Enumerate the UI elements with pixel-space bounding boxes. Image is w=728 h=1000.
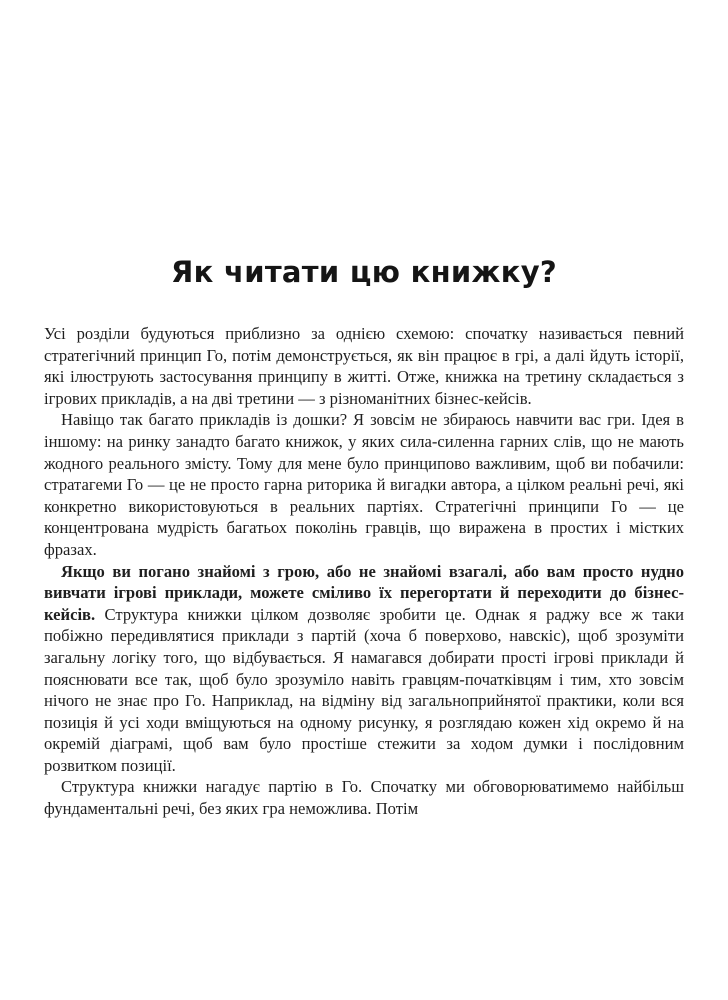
- paragraph-2-text: Навіщо так багато прикладів із дошки? Я зовсім не збираюсь навчити вас гри. Ідея в іншому: на ринку занадто багато книжок, у яких сила-силенна гарних слів, що не мають жодного реального змісту. Тому для мене було принципово важливим, щоб ви побачили: стратагеми Го — це не просто гарна риторика й вигадки автора, а цілком реальні речі, які конкретно використовуються в реальних партіях. Стратегічні принципи Го — це концентрована мудрість багатьох поколінь гравців, що виражена в простих і містких фразах.: [44, 410, 684, 559]
- paragraph-3-bold-text: Якщо ви погано знайомі з грою, або не знайомі взагалі, або вам просто нудно вивчати ігрові приклади, можете сміливо їх перегортати й переходити до бізнес-кейсів.: [44, 561, 684, 624]
- chapter-title: Як читати цю книжку?: [170, 255, 558, 289]
- paragraph-1-text: Усі розділи будуються приблизно за однією схемою: спочатку називається певний стратегічний принцип Го, потім демонструється, як він працює в грі, а далі йдуть історії, які ілюструють застосування принципу в житті. Отже, книжка на третину складається з ігрових прикладів, а на дві третини — з різноманітних бізнес-кейсів.: [44, 324, 684, 408]
- paragraph-4-text: Структура книжки нагадує партію в Го. Спочатку ми обговорюватимемо найбільш фундаментальні речі, без яких гра неможлива. Потім: [44, 777, 684, 819]
- body-text: [44, 323, 684, 820]
- paragraph-3: [44, 561, 684, 777]
- paragraph-3-text: Структура книжки цілком дозволяє зробити це. Однак я раджу все ж таки побіжно передивлятися приклади з партій (хоча б поверхово, навскіс), щоб зрозуміти загальну логіку того, що відбувається. Я намагався добирати прості ігрові приклади й пояснювати все так, щоб було зрозуміло навіть гравцям-початківцям і тим, хто зовсім нічого не знає про Го. Наприклад, на відміну від загальноприйнятої практики, коли вся позиція й усі ходи вміщуються на одному рисунку, я розглядаю кожен хід окремо й на окремій діаграмі, щоб вам було простіше стежити за ходом думки і послідовним розвитком позиції.: [44, 604, 684, 775]
- paragraph-2: [44, 409, 684, 560]
- paragraph-4: [44, 776, 684, 819]
- paragraph-1: [44, 323, 684, 409]
